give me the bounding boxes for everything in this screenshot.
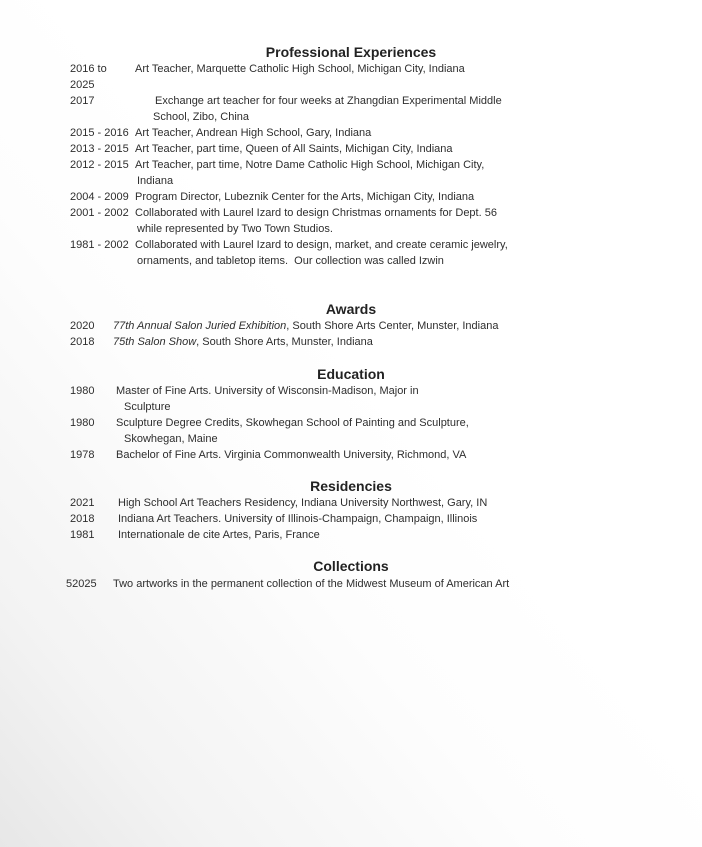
entry-year: 1981 <box>70 529 95 541</box>
entry-year: 1980 <box>70 385 95 397</box>
entry-year: 1978 <box>70 449 95 461</box>
entry-text: Exchange art teacher for four weeks at Zhangdian Experimental Middle <box>155 95 502 107</box>
entry-text-continuation: Sculpture <box>124 401 171 413</box>
entry-text: Sculpture Degree Credits, Skowhegan School of Painting and Sculpture, <box>116 417 469 429</box>
entry-row-continuation <box>0 77 702 93</box>
entry-year: 2001 - 2002 <box>70 207 129 219</box>
entry-year: 2013 - 2015 <box>70 143 129 155</box>
entry-row-continuation <box>0 173 702 189</box>
entry-year: 2015 - 2016 <box>70 127 129 139</box>
entry-row <box>0 511 702 527</box>
section-professional-experiences <box>0 44 702 269</box>
entry-text-continuation: Skowhegan, Maine <box>124 433 218 445</box>
entry-row <box>0 495 702 511</box>
section-heading: Education <box>317 366 385 382</box>
entry-year: 52025 <box>66 578 97 590</box>
entry-text <box>113 334 702 350</box>
entry-year: 2016 to <box>70 63 107 75</box>
section-collections <box>0 558 702 592</box>
entry-text: High School Art Teachers Residency, Indiana University Northwest, Gary, IN <box>118 497 488 509</box>
entry-row <box>0 415 702 431</box>
entry-year: 1981 - 2002 <box>70 239 129 251</box>
entry-row <box>0 93 702 109</box>
section-heading: Residencies <box>310 478 392 494</box>
entry-text: Art Teacher, part time, Notre Dame Catholic High School, Michigan City, <box>135 159 485 171</box>
award-title: 77th Annual Salon Juried Exhibition <box>113 320 287 332</box>
section-residencies <box>0 478 702 543</box>
entry-year: 2004 - 2009 <box>70 191 129 203</box>
entry-text: Collaborated with Laurel Izard to design Christmas ornaments for Dept. 56 <box>135 207 497 219</box>
entry-text: Art Teacher, Andrean High School, Gary, Indiana <box>135 127 372 139</box>
entry-year: 2020 <box>70 320 95 332</box>
entry-year: 2018 <box>70 513 95 525</box>
entry-row-continuation <box>0 399 702 415</box>
entry-text: Master of Fine Arts. University of Wisconsin-Madison, Major in <box>116 385 419 397</box>
entry-row-continuation <box>0 431 702 447</box>
section-rows <box>0 495 702 543</box>
entry-row <box>0 189 702 205</box>
section-rows <box>0 61 702 269</box>
entry-text: Indiana Art Teachers. University of Illinois-Champaign, Champaign, Illinois <box>118 513 478 525</box>
entry-row <box>0 447 702 463</box>
entry-year: 1980 <box>70 417 95 429</box>
entry-text <box>113 318 702 334</box>
entry-text-continuation: while represented by Two Town Studios. <box>137 223 333 235</box>
entry-text: Art Teacher, part time, Queen of All Saints, Michigan City, Indiana <box>135 143 453 155</box>
entry-row <box>0 125 702 141</box>
award-detail: , South Shore Arts, Munster, Indiana <box>196 336 373 348</box>
entry-text-continuation: ornaments, and tabletop items. Our collection was called Izwin <box>137 255 444 267</box>
entry-row <box>0 318 702 334</box>
entry-row <box>0 576 702 592</box>
entry-text-continuation: Indiana <box>137 175 174 187</box>
entry-row <box>0 61 702 77</box>
section-rows <box>0 576 702 592</box>
entry-year: 2017 <box>70 95 95 107</box>
entry-row <box>0 141 702 157</box>
entry-row-continuation <box>0 253 702 269</box>
section-heading: Professional Experiences <box>265 44 437 60</box>
award-title: 75th Salon Show <box>113 336 197 348</box>
entry-row <box>0 527 702 543</box>
entry-year-continuation: 2025 <box>70 79 95 91</box>
section-rows <box>0 383 702 463</box>
entry-row <box>0 205 702 221</box>
entry-text: Program Director, Lubeznik Center for the Arts, Michigan City, Indiana <box>135 191 475 203</box>
entry-text-continuation: School, Zibo, China <box>153 111 249 123</box>
section-heading: Collections <box>313 558 389 574</box>
entry-row <box>0 383 702 399</box>
entry-row <box>0 334 702 350</box>
entry-row <box>0 237 702 253</box>
entry-text: Collaborated with Laurel Izard to design, market, and create ceramic jewelry, <box>135 239 508 251</box>
entry-row-continuation <box>0 109 702 125</box>
entry-text: Art Teacher, Marquette Catholic High School, Michigan City, Indiana <box>135 63 465 75</box>
section-awards <box>0 301 702 350</box>
entry-row-continuation <box>0 221 702 237</box>
entry-year: 2012 - 2015 <box>70 159 129 171</box>
entry-year: 2021 <box>70 497 95 509</box>
award-detail: , South Shore Arts Center, Munster, Indiana <box>286 320 499 332</box>
entry-text: Two artworks in the permanent collection of the Midwest Museum of American Art <box>113 578 510 590</box>
entry-text: Internationale de cite Artes, Paris, France <box>118 529 320 541</box>
section-heading: Awards <box>325 301 377 317</box>
section-rows <box>0 318 702 350</box>
entry-text: Bachelor of Fine Arts. Virginia Commonwealth University, Richmond, VA <box>116 449 467 461</box>
entry-year: 2018 <box>70 336 95 348</box>
entry-row <box>0 157 702 173</box>
section-education <box>0 366 702 463</box>
